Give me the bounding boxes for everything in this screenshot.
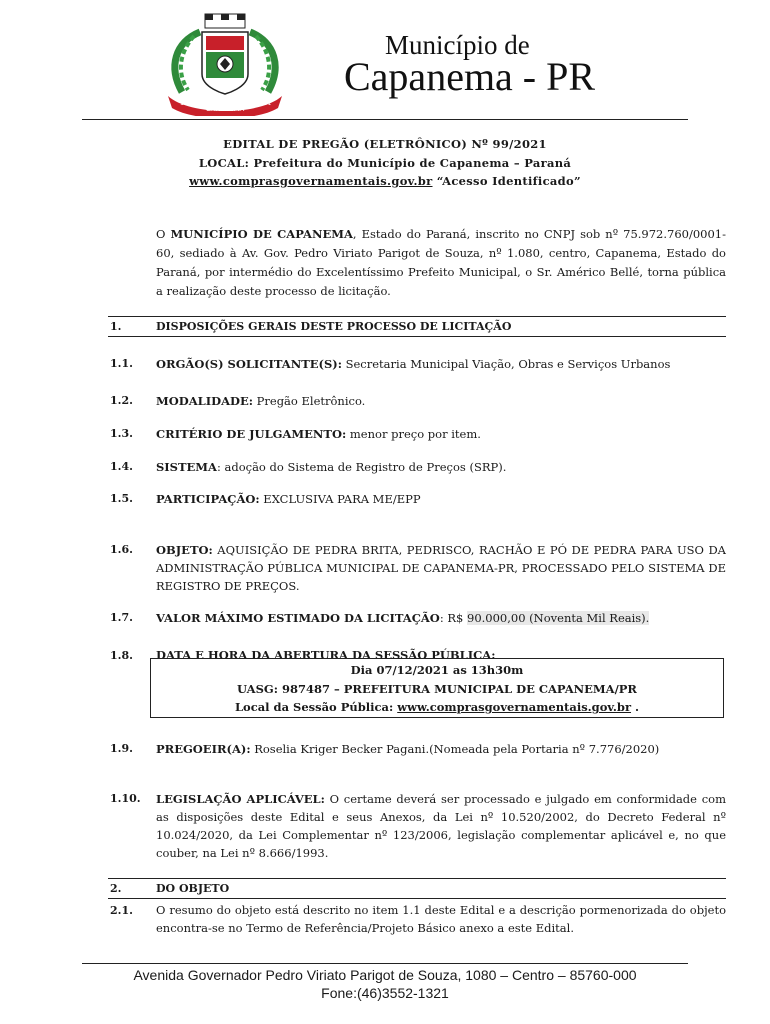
item-1-4-text: : adoção do Sistema de Registro de Preços (SRP).	[216, 460, 507, 474]
edital-location: LOCAL: Prefeitura do Município de Capanema – Paraná	[198, 156, 572, 170]
item-1-8-label: DATA E HORA DA ABERTURA DA SESSÃO PÚBLICA:	[156, 648, 496, 662]
item-1-1-label: ORGÃO(S) SOLICITANTE(S):	[156, 357, 342, 371]
session-uasg: UASG: 987487 – PREFEITURA MUNICIPAL DE CAPANEMA/PR	[237, 682, 637, 696]
section1-rule-top	[108, 316, 726, 317]
section2-rule-bottom	[108, 898, 726, 899]
item-1-7-number: 1.7.	[110, 611, 133, 624]
item-1-7	[156, 609, 726, 627]
item-1-7-currency: : R$	[439, 611, 467, 625]
section2-rule-top	[108, 878, 726, 879]
intro-text: , Estado do Paraná, inscrito no CNPJ sob nº 75.972.760/0001-60, sediado à Av. Gov. Pedro Viriato Parigot de Souza, nº 1.080, centro, Capanema, Estado do Paraná, por intermédio do Excelentíssimo Prefeito Municipal, o Sr. Américo Bellé, torna pública a realização deste processo de licitação.	[156, 227, 726, 298]
footer-phone: Fone:(46)3552-1321	[321, 985, 449, 1001]
item-1-5	[156, 490, 726, 508]
edital-access-line	[0, 174, 770, 188]
municipal-crest-logo	[160, 12, 290, 116]
item-1-5-number: 1.5.	[110, 492, 133, 505]
item-1-9-label: PREGOEIR(A):	[156, 742, 251, 756]
item-1-10-text: O certame deverá ser processado e julgado em conformidade com as disposições deste Edital e seus Anexos, da Lei nº 10.520/2002, do Decreto Federal nº 10.024/2020, da Lei Complementar nº 123/2006, legislação complementar aplicável e, no que couber, na Lei nº 8.666/1993.	[156, 792, 726, 860]
section2-title: DO OBJETO	[156, 882, 230, 895]
item-1-4-label: SISTEMA	[156, 460, 217, 474]
footer-divider	[82, 963, 688, 964]
session-location-end: .	[631, 700, 640, 714]
item-1-1	[156, 355, 726, 373]
session-link[interactable]: www.comprasgovernamentais.gov.br	[397, 700, 632, 714]
access-note: “Acesso Identificado”	[432, 174, 581, 188]
comprasgov-link[interactable]: www.comprasgovernamentais.gov.br	[189, 174, 433, 188]
session-date: Dia 07/12/2021 as 13h30m	[350, 663, 524, 677]
item-1-4	[156, 458, 726, 476]
item-1-5-text: EXCLUSIVA PARA ME/EPP	[259, 492, 421, 506]
section1-title: DISPOSIÇÕES GERAIS DESTE PROCESSO DE LICITAÇÃO	[156, 320, 512, 333]
item-1-8-number: 1.8.	[110, 649, 133, 662]
item-1-7-label: VALOR MÁXIMO ESTIMADO DA LICITAÇÃO	[156, 611, 440, 625]
item-1-5-label: PARTICIPAÇÃO:	[156, 492, 260, 506]
section1-number: 1.	[110, 320, 122, 333]
item-1-10-label: LEGISLAÇÃO APLICÁVEL:	[156, 792, 325, 806]
intro-entity: MUNICÍPIO DE CAPANEMA	[170, 227, 353, 241]
item-1-2-label: MODALIDADE:	[156, 394, 253, 408]
section2-number: 2.	[110, 882, 122, 895]
crest-date-right: 1951	[256, 100, 272, 107]
item-1-4-number: 1.4.	[110, 460, 133, 473]
item-1-9-number: 1.9.	[110, 742, 133, 755]
edital-title: EDITAL DE PREGÃO (ELETRÔNICO) Nº 99/2021	[223, 137, 547, 151]
intro-paragraph	[156, 225, 726, 301]
item-1-3-label: CRITÉRIO DE JULGAMENTO:	[156, 427, 347, 441]
item-1-2	[156, 392, 726, 410]
item-2-1: O resumo do objeto está descrito no item 1.1 deste Edital e a descrição pormenorizada do objeto encontra-se no Termo de Referência/Projeto Básico anexo a este Edital.	[156, 903, 726, 935]
item-1-10-number: 1.10.	[110, 792, 141, 805]
session-location	[151, 700, 723, 714]
municipality-name: Capanema - PR	[344, 54, 596, 99]
crest-banner-text: CAPANEMA	[205, 105, 245, 113]
section1-rule-bottom	[108, 336, 726, 337]
footer-address: Avenida Governador Pedro Viriato Parigot de Souza, 1080 – Centro – 85760-000	[133, 967, 637, 983]
item-1-1-text: Secretaria Municipal Viação, Obras e Serviços Urbanos	[341, 357, 671, 371]
item-1-3-number: 1.3.	[110, 427, 133, 440]
session-location-label: Local da Sessão Pública:	[234, 700, 398, 714]
item-1-3-text: menor preço por item.	[346, 427, 481, 441]
item-1-6-number: 1.6.	[110, 543, 133, 556]
item-1-2-text: Pregão Eletrônico.	[253, 394, 366, 408]
item-1-9	[156, 740, 726, 758]
item-1-2-number: 1.2.	[110, 394, 133, 407]
crest-date-left: 14-11	[180, 100, 198, 107]
item-1-1-number: 1.1.	[110, 357, 133, 370]
municipality-label: Município de	[385, 30, 530, 60]
session-info-box	[150, 658, 724, 718]
header-divider	[82, 119, 688, 120]
item-1-6	[156, 541, 726, 595]
item-1-6-text: AQUISIÇÃO DE PEDRA BRITA, PEDRISCO, RACHÃO E PÓ DE PEDRA PARA USO DA ADMINISTRAÇÃO PÚBLICA MUNICIPAL DE CAPANEMA-PR, PROCESSADO PELO SISTEMA DE REGISTRO DE PREÇOS.	[156, 543, 726, 593]
item-1-7-value: 90.000,00 (Noventa Mil Reais).	[467, 611, 650, 625]
item-1-6-label: OBJETO:	[156, 543, 213, 557]
intro-lead: O	[156, 227, 171, 241]
item-1-10	[156, 790, 726, 862]
item-1-9-text: Roselia Kriger Becker Pagani.(Nomeada pela Portaria nº 7.776/2020)	[250, 742, 660, 756]
item-1-3	[156, 425, 726, 443]
item-2-1-number: 2.1.	[110, 904, 133, 917]
